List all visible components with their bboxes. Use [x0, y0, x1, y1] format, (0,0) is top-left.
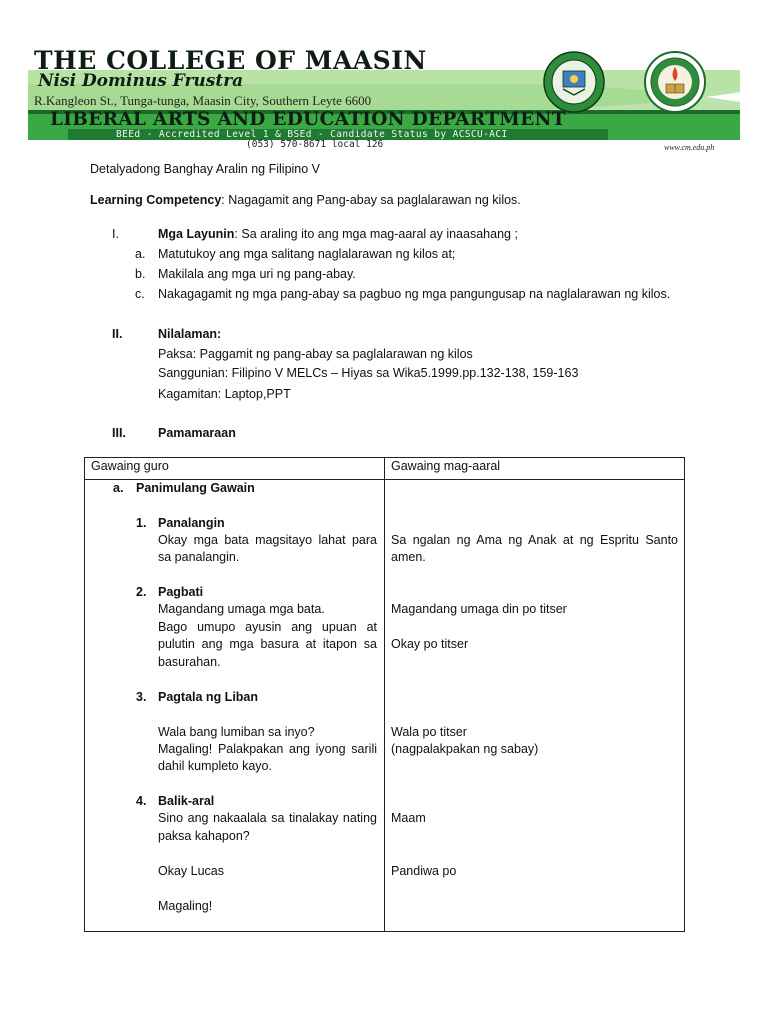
- teacher-line: Wala bang lumiban sa inyo?: [158, 725, 315, 739]
- teacher-line: Bago umupo ayusin ang upuan at: [158, 620, 377, 634]
- part-letter: a.: [113, 481, 124, 495]
- college-name: THE COLLEGE OF MAASIN: [34, 46, 427, 75]
- teacher-line: Magaling! Palakpakan ang iyong sarili: [158, 742, 377, 756]
- step-number: 3.: [136, 690, 147, 704]
- teacher-line: Okay Lucas: [158, 864, 225, 878]
- objective-text: Makilala ang mga uri ng pang-abay.: [158, 267, 356, 281]
- competency-label: Learning Competency: [90, 193, 222, 207]
- teacher-line: paksa kahapon?: [158, 829, 250, 843]
- teacher-line: dahil kumpleto kayo.: [158, 759, 272, 773]
- procedure-heading: Pamamaraan: [158, 426, 236, 440]
- teacher-line: Magandang umaga mga bata.: [158, 602, 325, 616]
- procedure-table: [84, 457, 685, 932]
- section-numeral: II.: [112, 327, 123, 341]
- student-line: amen.: [391, 550, 426, 564]
- objectives-intro: : Sa araling ito ang mga mag-aaral ay inaasahang ;: [234, 227, 518, 241]
- objective-letter: c.: [135, 287, 145, 301]
- table-header-teacher: Gawaing guro: [85, 458, 385, 480]
- website-url: www.cm.edu.ph: [664, 143, 715, 152]
- step-title: Pagbati: [158, 585, 204, 599]
- objective-letter: b.: [135, 267, 146, 281]
- objective-text: Matutukoy ang mga salitang naglalarawan ng kilos at;: [158, 247, 456, 261]
- accreditation-status: BEEd - Accredited Level 1 & BSEd - Candidate Status by ACSCU-ACI: [116, 129, 508, 140]
- part-title: Panimulang Gawain: [136, 481, 255, 495]
- letterhead: [28, 42, 740, 154]
- learning-competency: [90, 193, 521, 207]
- student-activity-cell: [385, 480, 685, 932]
- materials-line: Kagamitan: Laptop,PPT: [158, 387, 291, 401]
- reference-line: Sanggunian: Filipino V MELCs – Hiyas sa Wika5.1999.pp.132-138, 159-163: [158, 366, 579, 380]
- teacher-activity-cell: [85, 480, 385, 932]
- step-number: 2.: [136, 585, 147, 599]
- objectives-heading: [158, 227, 518, 241]
- objective-text: Nakagagamit ng mga pang-abay sa pagbuo ng mga pangungusap na naglalarawan ng kilos.: [158, 287, 671, 301]
- college-seal-logo: [543, 51, 605, 113]
- department-name: LIBERAL ARTS AND EDUCATION DEPARTMENT: [50, 109, 566, 130]
- student-line: Okay po titser: [391, 637, 469, 651]
- student-line: Wala po titser: [391, 725, 467, 739]
- step-title: Balik-aral: [158, 794, 215, 808]
- student-line: Maam: [391, 811, 426, 825]
- teacher-line: pulutin ang mga basura at itapon sa: [158, 637, 377, 651]
- document-title: Detalyadong Banghay Aralin ng Filipino V: [90, 162, 321, 176]
- teacher-line: Sino ang nakaalala sa tinalakay nating: [158, 811, 377, 825]
- section-numeral: I.: [112, 227, 119, 241]
- college-address: R.Kangleon St., Tunga-tunga, Maasin City, Southern Leyte 6600: [34, 93, 372, 108]
- competency-text: : Nagagamit ang Pang-abay sa paglalarawan ng kilos.: [221, 193, 521, 207]
- teacher-line: sa panalangin.: [158, 550, 240, 564]
- content-heading: Nilalaman:: [158, 327, 222, 341]
- teacher-line: basurahan.: [158, 655, 221, 669]
- section-numeral: III.: [112, 426, 126, 440]
- teacher-line: Okay mga bata magsitayo lahat para: [158, 533, 377, 547]
- topic-line: Paksa: Paggamit ng pang-abay sa paglalarawan ng kilos: [158, 347, 473, 361]
- objectives-label: Mga Layunin: [158, 227, 235, 241]
- teacher-line: Magaling!: [158, 899, 213, 913]
- student-line: Pandiwa po: [391, 864, 457, 878]
- step-number: 1.: [136, 516, 147, 530]
- student-line: Sa ngalan ng Ama ng Anak at ng Espritu Santo: [391, 533, 678, 547]
- student-line: Magandang umaga din po titser: [391, 602, 567, 616]
- college-motto: Nisi Dominus Frustra: [38, 71, 244, 91]
- objective-letter: a.: [135, 247, 146, 261]
- step-number: 4.: [136, 794, 147, 808]
- step-title: Pagtala ng Liban: [158, 690, 259, 704]
- student-line: (nagpalakpakan ng sabay): [391, 742, 539, 756]
- department-seal-logo: [644, 51, 706, 113]
- step-title: Panalangin: [158, 516, 225, 530]
- phone-number: (053) 570-8671 local 126: [246, 139, 384, 150]
- table-header-student: Gawaing mag-aaral: [385, 458, 685, 480]
